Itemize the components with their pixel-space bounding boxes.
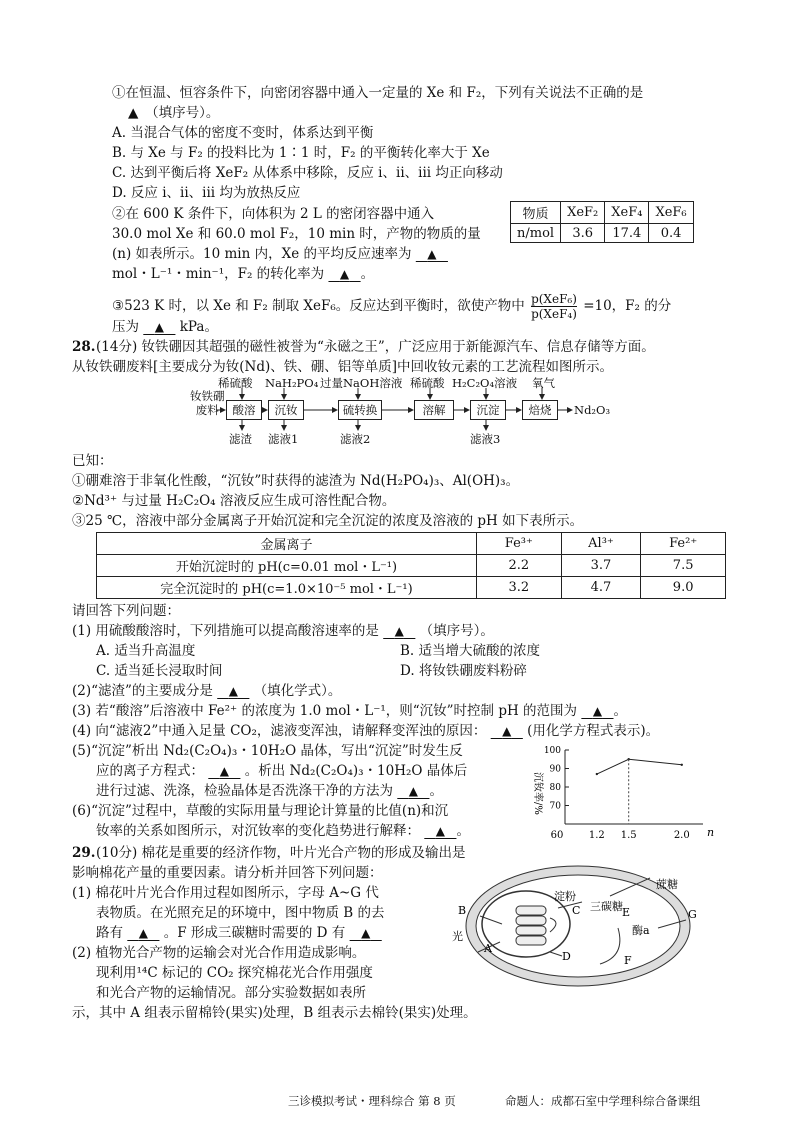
y-tick-label: 100: [543, 746, 561, 756]
diagram-label: 酶a: [632, 924, 650, 937]
table-cell: 7.5: [641, 555, 726, 577]
q28-sub1-text: (1) 用硫酸酸溶时，下列措施可以提高酸溶速率的是: [72, 623, 379, 639]
table-row: [97, 533, 726, 555]
q27-part2-line4: mol・L⁻¹・min⁻¹，F₂ 的转化率为 ▲ 。: [112, 266, 375, 282]
q28-sub5-text: 应的离子方程式：: [96, 763, 204, 779]
diagram-label: 光: [452, 930, 463, 943]
q29-sub2-line3: 和光合产物的运输情况。部分实验数据如表所: [96, 985, 366, 1001]
q28-sub5-line2: [96, 762, 467, 780]
flow-waste: 滤液2: [340, 432, 371, 446]
x-tick-label: 2.0: [673, 830, 690, 841]
diagram-label: F: [624, 954, 632, 967]
thylakoid: [516, 936, 546, 945]
table-cell: 3.2: [477, 577, 562, 599]
q28-sub2-note: （填化学式）。: [253, 683, 342, 699]
answer-blank: ▲: [427, 247, 437, 261]
diagram-label: A: [484, 942, 492, 955]
flow-reagent: H₂C₂O₄溶液: [452, 376, 518, 390]
q28-sub1-option-a: A. 适当升高温度: [96, 643, 196, 659]
q28-sub2-text: (2)“滤渣”的主要成分是: [72, 683, 213, 699]
q27-option-d: D. 反应 i、ii、iii 均为放热反应: [112, 185, 301, 201]
q28-sub4-text: (4) 向“滤液2”中通入足量 CO₂，滤液变浑浊，请解释变浑浊的原因：: [72, 723, 487, 739]
q28-sub2: [72, 682, 341, 700]
q28-sub5-text2: 。析出 Nd₂(C₂O₄)₃・10H₂O 晶体后: [244, 763, 468, 779]
q27-part1-blank: ▲ （填序号）。: [128, 105, 220, 121]
q29-sub2-line1: (2) 植物光合产物的运输会对光合作用造成影响。: [72, 945, 366, 961]
table-cell: 4.7: [561, 577, 641, 599]
footer-author: 命题人：成都石室中学理科综合备课组: [505, 1094, 701, 1108]
answer-blank: ▲: [502, 724, 512, 738]
q28-sub5-line3: 进行过滤、洗涤，检验晶体是否洗涤干净的方法为 ▲ 。: [96, 783, 443, 799]
flow-reagent: 稀硫酸: [218, 376, 253, 390]
q28-sub1-option-c: C. 适当延长浸取时间: [96, 663, 223, 679]
answer-blank: ▲: [408, 784, 418, 798]
y-tick-label: 80: [549, 783, 561, 793]
flow-step-dissolve: 溶解: [414, 400, 454, 420]
y-tick-label: 90: [549, 764, 561, 775]
table-cell: 金属离子: [97, 533, 477, 555]
q27-part1: ①在恒温、恒容条件下，向密闭容器中通入一定量的 Xe 和 F₂，下列有关说法不正确的是: [112, 85, 644, 101]
q29-number: 29.: [72, 845, 96, 861]
q27-part2-line2: 30.0 mol Xe 和 60.0 mol F₂，10 min 时，产物的物质的量: [112, 226, 481, 242]
known-item-1: ①硼难溶于非氧化性酸，“沉钕”时获得的滤渣为 Nd(H₂PO₄)₃、Al(OH)₃。: [72, 473, 520, 489]
diagram-label: E: [622, 906, 631, 919]
q28-sub1-note: （填序号）。: [419, 623, 494, 639]
table-row: [97, 555, 726, 577]
q28-sub1: [72, 622, 494, 640]
fraction-numerator: p(XeF₆): [531, 292, 577, 306]
q28-sub5-line1: (5)“沉淀”析出 Nd₂(C₂O₄)₃・10H₂O 晶体，写出“沉淀”时发生反: [72, 743, 463, 759]
q27-part3-text: ③523 K 时，以 Xe 和 F₂ 制取 XeF₆。反应达到平衡时，欲使产物中: [112, 298, 525, 314]
flow-step-conversion: 硫转换: [338, 400, 382, 420]
flow-step-precipitate-nd: 沉钕: [268, 400, 304, 420]
q28-intro-line2: 从钕铁硼废料[主要成分为钕(Nd)、铁、硼、铝等单质]中回收钕元素的工艺流程如图所示。: [72, 359, 614, 375]
answer-blank: ▲: [154, 320, 164, 334]
table-cell: 物质: [511, 202, 561, 224]
answer-blank: ▲: [339, 267, 350, 281]
diagram-label: 三碳糖: [590, 900, 623, 913]
photosynthesis-diagram: [450, 856, 700, 996]
flow-reagent: 氧气: [532, 376, 555, 390]
q28-sub3: (3) 若“酸溶”后溶液中 Fe²⁺ 的浓度为 1.0 mol・L⁻¹，则“沉钕”时控制 pH 的范围为 ▲ 。: [72, 703, 627, 719]
ph-table: [96, 532, 726, 599]
known-label: 已知：: [72, 453, 113, 469]
table-cell: 3.6: [561, 224, 605, 243]
answer-blank: ▲: [394, 624, 404, 638]
q27-option-c: C. 达到平衡后将 XeF₂ 从体系中移除，反应 i、ii、iii 均正向移动: [112, 165, 503, 181]
answer-blank: ▲: [592, 704, 603, 718]
flow-waste: 滤液1: [268, 432, 299, 446]
diagram-label: C: [572, 904, 581, 917]
q28-number: 28.: [72, 339, 96, 355]
footer-page-info: 三诊模拟考试・理科综合 第 8 页: [288, 1094, 456, 1108]
q27-part3-unit: kPa。: [179, 319, 218, 335]
known-item-3: ③25 ℃，溶液中部分金属离子开始沉淀和完全沉淀的浓度及溶液的 pH 如下表所示。: [72, 513, 584, 529]
q28-intro-line1: (14分) 钕铁硼因其超强的磁性被誉为“永磁之王”，广泛应用于新能源汽车、信息存储等方面。: [96, 339, 655, 355]
flow-step-acid-dissolve: 酸溶: [226, 400, 262, 420]
y-tick-label: 70: [549, 801, 561, 812]
diagram-label: B: [458, 904, 467, 917]
known-item-2: ②Nd³⁺ 与过量 H₂C₂O₄ 溶液反应生成可溶性配合物。: [72, 493, 396, 509]
q27-option-a: A. 当混合气体的密度不变时，体系达到平衡: [112, 125, 374, 141]
thylakoid: [516, 916, 546, 925]
q27-part3-text2: =10，F₂ 的分: [583, 298, 672, 314]
flow-step-precipitate: 沉淀: [470, 400, 506, 420]
x-tick-label: 60: [550, 830, 564, 841]
x-tick-label: 1.2: [588, 830, 605, 841]
table-cell: Al³⁺: [561, 533, 641, 555]
table-cell: 9.0: [641, 577, 726, 599]
flow-reagent: 稀硫酸: [410, 376, 445, 390]
x-tick-label: 1.5: [620, 830, 637, 841]
q27-part2-line4-text: mol・L⁻¹・min⁻¹，F₂ 的转化率为: [112, 266, 325, 282]
table-cell: 0.4: [649, 224, 693, 243]
q27-part2-line3-text: (n) 如表所示。10 min 内，Xe 的平均反应速率为: [112, 246, 412, 262]
table-cell: n/mol: [511, 224, 561, 243]
q27-option-b: B. 与 Xe 与 F₂ 的投料比为 1∶1 时，F₂ 的平衡转化率大于 Xe: [112, 145, 490, 161]
q29-sub1-text: 路有: [96, 925, 123, 941]
table-cell: 2.2: [477, 555, 562, 577]
fraction-denominator: p(XeF₄): [531, 307, 577, 321]
diagram-label: 蔗糖: [656, 878, 678, 891]
q28-sub6-line1: (6)“沉淀”过程中，草酸的实际用量与理论计算量的比值(n)和沉: [72, 803, 449, 819]
answer-blank: ▲: [228, 684, 238, 698]
table-cell: XeF₄: [605, 202, 649, 224]
q28-sub6-line2: 钕率的关系如图所示，对沉钕率的变化趋势进行解释： ▲ 。: [96, 823, 470, 839]
q28-sub4-note: (用化学方程式表示)。: [527, 723, 660, 739]
nd-precipitation-chart: [525, 742, 715, 842]
flow-product: Nd₂O₃: [574, 403, 611, 417]
q28-sub3-text: (3) 若“酸溶”后溶液中 Fe²⁺ 的浓度为 1.0 mol・L⁻¹，则“沉钕”时控制 pH 的范围为: [72, 703, 578, 719]
diagram-label: 淀粉: [554, 890, 576, 903]
questions-prompt: 请回答下列问题：: [72, 603, 180, 619]
series-line: [597, 759, 682, 774]
q29-sub1-line1: (1) 棉花叶片光合作用过程如图所示，字母 A~G 代: [72, 885, 379, 901]
q29-intro-line2: 影响棉花产量的重要因素。请分析并回答下列问题：: [72, 865, 383, 881]
q28-sub1-option-d: D. 将钕铁硼废料粉碎: [400, 663, 527, 679]
q29-sub1-line3: [96, 924, 382, 942]
q29-intro-line1: (10分) 棉花是重要的经济作物，叶片光合产物的形成及输出是: [96, 845, 466, 861]
flow-step-roast: 焙烧: [522, 400, 558, 420]
answer-blank: ▲: [435, 824, 445, 838]
q29-sub1-line2: 表物质。在光照充足的环境中，图中物质 B 的去: [96, 905, 385, 921]
table-cell: Fe³⁺: [477, 533, 562, 555]
q28-sub1-option-b: B. 适当增大硫酸的浓度: [400, 643, 541, 659]
thylakoid: [516, 906, 546, 915]
q29-sub1-text2: 。F 形成三碳糖时需要的 D 有: [163, 925, 346, 941]
answer-blank: ▲: [138, 926, 148, 940]
table-cell: 3.7: [561, 555, 641, 577]
flow-arrows: [0, 0, 800, 460]
answer-blank: ▲: [219, 764, 229, 778]
q29-sub2-line4: 示，其中 A 组表示留棉铃(果实)处理，B 组表示去棉铃(果实)处理。: [72, 1005, 477, 1021]
table-cell: XeF₂: [561, 202, 605, 224]
q27-part3-text3: 压为: [112, 319, 139, 335]
flow-start: 钕铁硼 废料: [190, 389, 225, 417]
diagram-label: D: [562, 950, 571, 963]
q28-sub4: [72, 722, 659, 740]
flow-waste: 滤渣: [229, 432, 252, 446]
q27-part2-line1: ②在 600 K 条件下，向体积为 2 L 的密闭容器中通入: [112, 206, 435, 222]
answer-blank: ▲: [361, 926, 371, 940]
table-cell: 完全沉淀时的 pH(c=1.0×10⁻⁵ mol・L⁻¹): [97, 577, 477, 599]
table-cell: XeF₆: [649, 202, 693, 224]
x-axis-label: n: [707, 826, 715, 839]
flow-waste: 滤液3: [470, 432, 501, 446]
flow-reagent: NaH₂PO₄: [265, 376, 319, 390]
table-cell: Fe²⁺: [641, 533, 726, 555]
q29-sub2-line2: 现利用¹⁴C 标记的 CO₂ 探究棉花光合作用强度: [96, 965, 373, 981]
table-cell: 开始沉淀时的 pH(c=0.01 mol・L⁻¹): [97, 555, 477, 577]
thylakoid: [516, 926, 546, 935]
diagram-label: G: [688, 908, 697, 921]
table-cell: 17.4: [605, 224, 649, 243]
y-axis-label: 沉钕率/%: [532, 772, 543, 815]
q28-sub5-text3: 进行过滤、洗涤，检验晶体是否洗涤干净的方法为: [96, 783, 393, 799]
table-row: [97, 577, 726, 599]
flow-reagent: 过量NaOH溶液: [320, 376, 403, 390]
q28-sub6-text: 钕率的关系如图所示，对沉钕率的变化趋势进行解释：: [96, 823, 420, 839]
